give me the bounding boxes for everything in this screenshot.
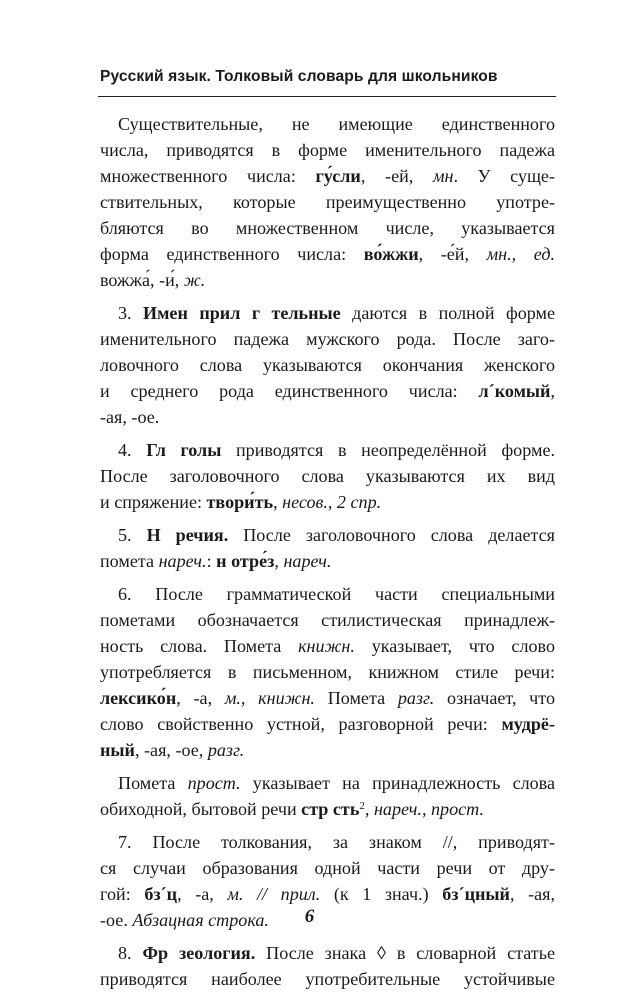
headword: лексико́н — [100, 688, 177, 708]
text-run: множественного числа: — [100, 166, 316, 186]
text-line — [100, 522, 555, 548]
paragraph-gap — [100, 515, 555, 522]
text-run: , — [273, 492, 283, 512]
headword: н отре́з — [216, 551, 275, 571]
text-line — [100, 300, 555, 326]
text-line — [100, 163, 555, 189]
paragraph-gap — [100, 763, 555, 770]
text-line — [100, 829, 555, 855]
grammar-mark: мн — [432, 166, 454, 186]
text-line — [100, 855, 555, 881]
text-line — [100, 437, 555, 463]
grammar-mark: ж. — [183, 270, 206, 290]
text-run: указывает, что слово — [354, 636, 555, 656]
text-run: Существительные, не имеющие единственного — [118, 114, 555, 134]
text-run: и среднего рода единственного числа: — [100, 381, 479, 401]
text-run: ся случаи образования одной части речи от дру- — [100, 858, 555, 878]
text-line — [100, 489, 555, 515]
grammar-mark: разг. — [207, 740, 245, 760]
grammar-mark: несов., 2 спр. — [282, 492, 382, 512]
page-number: 6 — [304, 906, 315, 927]
paragraph — [100, 522, 555, 574]
paragraph-gap — [100, 933, 555, 940]
text-run: , — [550, 381, 555, 401]
grammar-mark: м. // прил. — [227, 884, 321, 904]
text-line — [100, 378, 555, 404]
text-run: и спряжение: — [100, 492, 207, 512]
grammar-mark: книжн. — [298, 636, 355, 656]
paragraph-gap — [100, 574, 555, 581]
text-run: , -е́й, — [418, 244, 487, 264]
headword: твори́ть — [206, 492, 274, 512]
text-run: , — [364, 799, 374, 819]
text-line — [100, 581, 555, 607]
headword: ный — [100, 740, 135, 760]
headword: бз´цный — [442, 884, 510, 904]
text-run: , — [274, 551, 284, 571]
text-line — [100, 352, 555, 378]
text-run: 3. — [118, 303, 144, 323]
text-run: числа, приводятся в форме именительного падежа — [100, 140, 555, 160]
text-line — [100, 685, 555, 711]
text-line — [100, 137, 555, 163]
header-title: Русский язык. Толковый словарь для школьников — [100, 68, 498, 85]
text-line — [100, 404, 555, 430]
text-line — [100, 796, 555, 822]
text-line — [100, 607, 555, 633]
paragraph — [100, 940, 555, 992]
text-run: (к 1 знач.) — [320, 884, 443, 904]
text-run: 8. — [118, 943, 143, 963]
paragraph-gap — [100, 430, 555, 437]
text-line — [100, 463, 555, 489]
headword: мудрё- — [501, 714, 555, 734]
grammar-mark: нареч. — [158, 551, 207, 571]
text-run: гой: — [100, 884, 145, 904]
text-run: , -ая, — [509, 884, 555, 904]
text-run: После заголовочного слова указываются их вид — [100, 466, 555, 486]
text-run: обиходной, бытовой речи — [100, 799, 302, 819]
text-run: . У суще- — [453, 166, 555, 186]
text-run: -ое. — [100, 910, 133, 930]
text-run: означает, что — [434, 688, 555, 708]
text-run: форма единственного числа: — [100, 244, 364, 264]
headword: Имен прил г тельные — [143, 303, 341, 323]
body-text — [100, 111, 555, 992]
paragraph — [100, 581, 555, 763]
text-run: 7. После толкования, за знаком //, приводят- — [118, 832, 555, 852]
paragraph — [100, 770, 555, 822]
headword: стр сть — [301, 799, 360, 819]
text-line — [100, 881, 555, 907]
grammar-mark: нареч. — [283, 551, 332, 571]
text-run: пометами обозначается стилистическая принадлеж- — [100, 610, 555, 630]
text-run: ловочного слова указываются окончания женского — [100, 355, 555, 375]
text-line — [100, 659, 555, 685]
paragraph — [100, 437, 555, 515]
text-run: указывает на принадлежность слова — [240, 773, 556, 793]
headword: Гл голы — [146, 440, 222, 460]
text-line — [100, 189, 555, 215]
grammar-mark: прост. — [187, 773, 241, 793]
text-run: 6. После грамматической части специальными — [118, 584, 555, 604]
grammar-mark: Абзацная строка. — [132, 910, 269, 930]
headword: Н речия. — [146, 525, 229, 545]
text-line — [100, 267, 555, 293]
text-run: После заголовочного слова делается — [228, 525, 555, 545]
headword: бз´ц — [144, 884, 178, 904]
text-run: вожжа́, -и́, — [100, 270, 184, 290]
text-run: -ая, -ое. — [100, 407, 160, 427]
text-run: 5. — [118, 525, 147, 545]
text-run: Помета — [314, 688, 398, 708]
grammar-mark: нареч., прост. — [373, 799, 484, 819]
text-line — [100, 770, 555, 796]
text-run: именительного падежа мужского рода. После заго- — [100, 329, 555, 349]
grammar-mark: мн., ед. — [486, 244, 555, 264]
text-line — [100, 548, 555, 574]
text-run: 2 — [359, 800, 365, 812]
text-line — [100, 326, 555, 352]
text-run: , -а, — [176, 688, 225, 708]
headword: Фр зеология. — [142, 943, 256, 963]
text-run: даются в полной форме — [340, 303, 555, 323]
text-line — [100, 966, 555, 992]
text-run: слово свойственно устной, разговорной речи: — [100, 714, 502, 734]
text-line — [100, 711, 555, 737]
text-run: , -ей, — [360, 166, 433, 186]
paragraph-gap — [100, 822, 555, 829]
headword: во́жжи — [363, 244, 419, 264]
text-line — [100, 215, 555, 241]
text-run: ность слова. Помета — [100, 636, 299, 656]
text-line — [100, 111, 555, 137]
running-header — [98, 62, 556, 97]
text-run: , -ая, -ое, — [134, 740, 208, 760]
headword: л´комый — [478, 381, 551, 401]
text-run: После знака ◊ в словарной статье — [255, 943, 555, 963]
text-line — [100, 940, 555, 966]
text-run: помета — [100, 551, 159, 571]
text-run: приводятся в неопределённой форме. — [221, 440, 556, 460]
text-run: 4. — [118, 440, 147, 460]
headword: гу́сли — [315, 166, 361, 186]
text-line — [100, 737, 555, 763]
text-run: ствительных, которые преимущественно употре- — [100, 192, 555, 212]
paragraph — [100, 300, 555, 430]
text-run: , -а, — [177, 884, 228, 904]
text-line — [100, 633, 555, 659]
text-run: употребляется в письменном, книжном стиле речи: — [100, 662, 555, 682]
text-run: Помета — [118, 773, 188, 793]
text-run: приводятся наиболее употребительные устойчивые — [100, 969, 555, 989]
text-run: бляются во множественном числе, указывается — [100, 218, 555, 238]
grammar-mark: разг. — [397, 688, 435, 708]
grammar-mark: м., книжн. — [224, 688, 315, 708]
text-line — [100, 241, 555, 267]
text-run: : — [206, 551, 217, 571]
paragraph — [100, 111, 555, 293]
paragraph-gap — [100, 293, 555, 300]
